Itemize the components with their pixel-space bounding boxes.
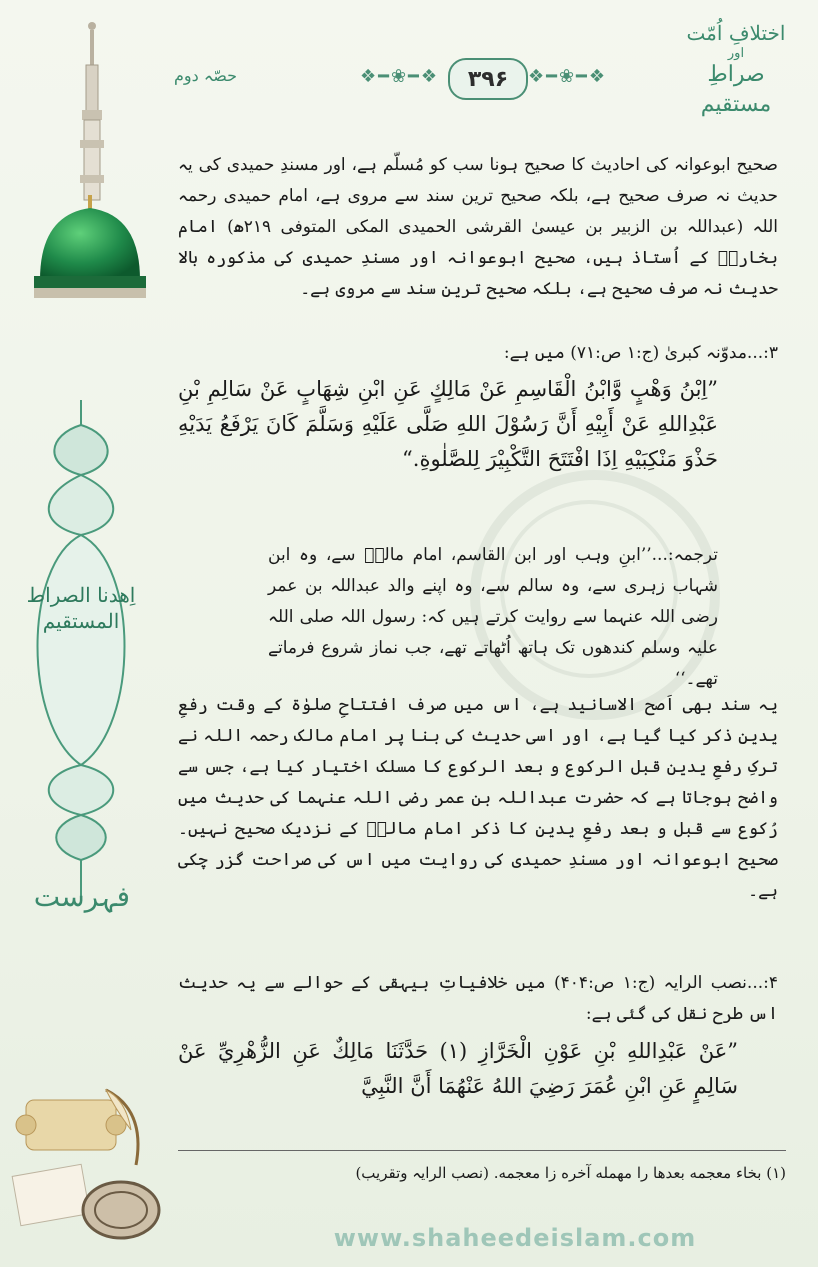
translation-block: [268, 540, 718, 695]
website-url[interactable]: www.shaheedeislam.com: [333, 1224, 697, 1252]
body-text-block: [178, 150, 778, 305]
footnote: (۱) بخاء معجمه بعدها را مهمله آخره زا معجمه. (نصب الرایہ وتقریب): [355, 1164, 786, 1182]
book-title-line2: اور: [727, 46, 745, 61]
paragraph-1: صحیح ابوعوانہ کی احادیث کا صحیح ہونا سب کو مُسلّم ہے، اور مسندِ حمیدی کی یہ حدیث نہ صرف صحیح ہے، بلکہ صحیح ترین سند سے مروی ہے، امام حمیدی رحمہ اللہ (عبداللہ بن الزبیر بن عیسیٰ القرشی الحمیدی المکی المتوفی ۲۱۹ھ) امام بخاریؒ کے اُستاذ ہیں، صحیح ابوعوانہ اور مسندِ حمیدی کی مذکورہ بالا حدیث نہ صرف صحیح ہے، بلکہ صحیح ترین سند سے مروی ہے۔: [178, 155, 778, 299]
header-ornament-right: ❖━❀━❖: [528, 66, 608, 87]
scroll-quill-illustration: [6, 1070, 166, 1250]
book-title: [676, 18, 796, 120]
page-number-badge: ۳۹۶: [448, 58, 528, 100]
arabic-quote-block: [178, 1034, 738, 1104]
footnote-divider: [178, 1150, 786, 1151]
side-panel-caption: اِهدنا الصراط المستقیم: [26, 583, 136, 633]
arabic-quote-block: [178, 372, 718, 477]
paragraph-5: ۴:...نصب الرایہ (ج:۱ ص:۴۰۴) میں خلافیاتِ بیہقی کے حوالے سے یہ حدیث اس طرح نقل کی گئی ہے:: [178, 973, 778, 1024]
arabic-quote-1: ”اِبْنُ وَهْبٍ وَّابْنُ الْقَاسِمِ عَنْ مَالِكٍ عَنِ ابْنِ شِهَابٍ عَنْ سَالِمِ بْنِ عَبْدِاللهِ عَنْ أَبِيْهِ أَنَّ رَسُوْلَ اللهِ صَلَّى عَلَيْهِ وَسَلَّمَ كَانَ يَرْفَعُ يَدَيْهِ حَذْوَ مَنْكِبَيْهِ اِذَا افْتَتَحَ التَّكْبِيْرَ لِلصَّلٰوةِ.“: [178, 377, 718, 471]
body-text-block: [178, 338, 778, 369]
part-label: حصّہ دوم: [174, 66, 237, 85]
paragraph-3: ترجمہ:...’’ابنِ وہب اور ابن القاسم، امام مالکؒ سے، وہ ابن شہاب زہری سے، وہ سالم سے، وہ اپنے والد عبداللہ بن عمر رضی اللہ عنہما سے روایت کرتے ہیں کہ: رسول اللہ صلی اللہ علیہ وسلم کندھوں تک ہاتھ اُٹھاتے تھے، جب نماز شروع فرماتے تھے۔‘‘: [268, 545, 718, 689]
table-of-contents-link[interactable]: فہرست: [33, 880, 130, 913]
side-ornament-panel: [18, 395, 144, 905]
paragraph-4: یہ سند بھی اَصح الاسانید ہے، اس میں صرف افتتاحِ صلوٰۃ کے وقت رفعِ یدین ذکر کیا گیا ہے، اور اسی حدیث کی بنا پر امام مالک رحمہ اللہ نے ترکِ رفعِ یدین قبل الرکوع و بعد الرکوع کا مسلک اختیار کیا ہے، جس سے واضح ہوجاتا ہے کہ حضرت عبداللہ بن عمر رضی اللہ عنہما کی حدیث میں رُکوع سے قبل و بعد رفعِ یدین کا ذکر امام مالکؒ کے نزدیک صحیح نہیں۔ صحیح ابوعوانہ اور مسندِ حمیدی کی روایت میں اس کی صراحت گزر چکی ہے۔: [178, 695, 778, 901]
green-dome-illustration: [10, 10, 160, 300]
body-text-block: [178, 968, 778, 1030]
paragraph-2: ۳:...مدوّنہ کبریٰ (ج:۱ ص:۷۱) میں ہے:: [503, 343, 778, 363]
body-text-block: [178, 690, 778, 907]
header-ornament-left: ❖━❀━❖: [360, 66, 440, 87]
arabic-quote-2: ”عَنْ عَبْدِاللهِ بْنِ عَوْنِ الْخَرَّازِ (۱) حَدَّثَنَا مَالِكٌ عَنِ الزُّهْرِيِّ عَنْ سَالِمٍ عَنِ ابْنِ عُمَرَ رَضِيَ اللهُ عَنْهُمَا أَنَّ النَّبِيَّ: [178, 1039, 738, 1098]
book-title-line3: صراطِ مستقیم: [700, 62, 772, 117]
book-title-line1: اختلافِ اُمّت: [686, 21, 786, 45]
